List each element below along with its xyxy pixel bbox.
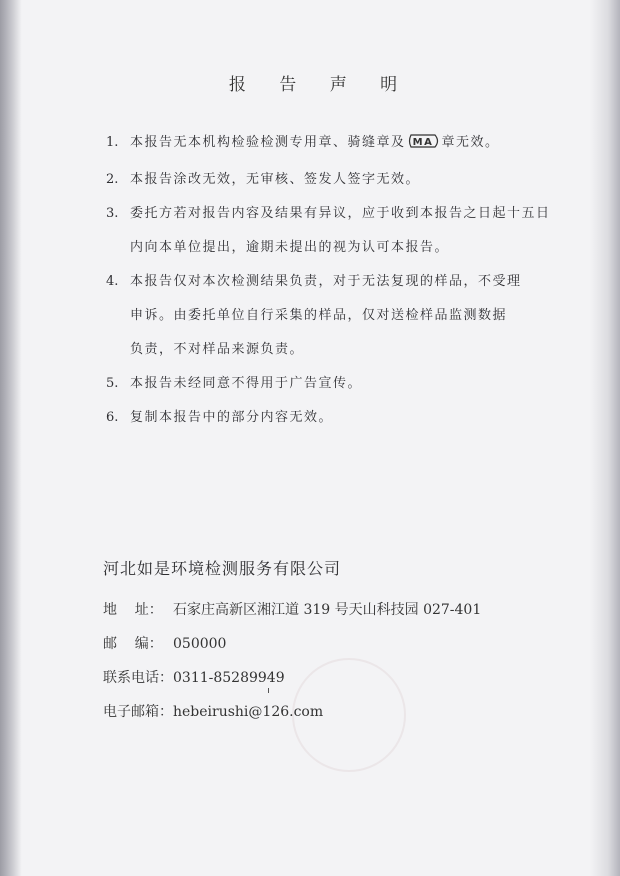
contact-value: hebeirushi@126.com [173,704,324,720]
item-line: 负责，不对样品来源负责。 [130,342,305,357]
item-number: 5. [106,376,119,391]
contact-postcode [103,632,481,666]
list-item [106,197,576,265]
declaration-list [106,126,576,435]
contact-label: 电子邮箱： [103,704,173,720]
item-number: 3. [106,206,119,221]
company-name: 河北如是环境检测服务有限公司 [103,559,342,578]
item-line: 本报告无本机构检验检测专用章、骑缝章及 MA 章无效。 [130,126,576,163]
list-item [106,265,576,367]
item-number: 1. [106,135,119,150]
contact-value: 0311-85289949 [173,670,285,686]
item-text [130,367,576,401]
item-line: 内向本单位提出，逾期未提出的视为认可本报告。 [130,240,450,255]
cma-mark-icon [407,129,441,163]
contact-value: 石家庄高新区湘江道 319 号天山科技园 027-401 [173,602,482,618]
contact-value: 050000 [173,636,227,652]
scan-edge-left [0,0,22,876]
item-line: 申诉。由委托单位自行采集的样品，仅对送检样品监测数据 [130,308,508,323]
item-line: 复制本报告中的部分内容无效。 [130,410,334,425]
item-text [130,163,576,197]
item-line: 本报告仅对本次检测结果负责，对于无法复现的样品，不受理 [130,274,522,289]
list-item [106,367,576,401]
cma-mark-text: MA [412,137,433,148]
list-item [106,163,576,197]
item-text [130,265,576,367]
contact-address [103,598,481,632]
item-line: 本报告涂改无效，无审核、签发人签字无效。 [130,172,421,187]
list-item [106,401,576,435]
contact-label: 地 址： [103,602,163,618]
item-number: 4. [106,274,119,289]
page-title: 报 告 声 明 [228,75,412,95]
item-text [130,197,576,265]
list-item [106,126,576,163]
contact-label: 邮 编： [103,636,163,652]
item-line: 委托方若对报告内容及结果有异议，应于收到本报告之日起十五日 [130,206,551,221]
item-number: 2. [106,172,119,187]
item-text [130,401,576,435]
scan-mark [268,688,269,693]
contact-email [103,700,481,734]
contact-label: 联系电话： [103,670,173,686]
contact-block [103,598,481,734]
contact-phone [103,666,481,700]
item-text [130,126,576,163]
item-number: 6. [106,410,119,425]
scan-edge-right [590,0,620,876]
item-line: 本报告未经同意不得用于广告宣传。 [130,376,363,391]
